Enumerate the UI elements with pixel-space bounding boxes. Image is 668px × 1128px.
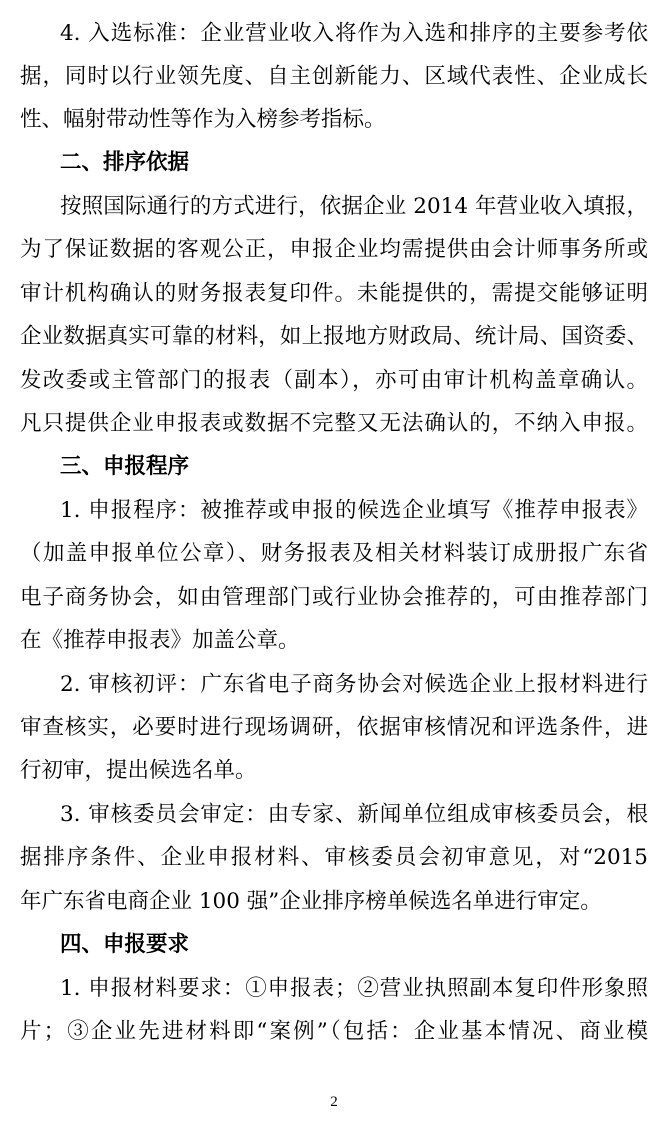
section-heading: 三、申报程序 [60,454,190,479]
paragraph-line: 为了保证数据的客观公正，申报企业均需提供由会计师事务所或 [20,237,648,262]
paragraph-line: 3. 审核委员会审定：由专家、新闻单位组成审核委员会，根 [60,802,648,827]
paragraph-line: 企业数据真实可靠的材料，如上报地方财政局、统计局、国资委、 [20,324,648,349]
paragraph-line: 发改委或主管部门的报表（副本），亦可由审计机构盖章确认。 [20,368,648,393]
paragraph-line: 审计机构确认的财务报表复印件。未能提供的，需提交能够证明 [20,281,648,306]
paragraph-line: 片；③企业先进材料即“案例”（包括：企业基本情况、商业模 [20,1019,648,1044]
paragraph-line: 2. 审核初评：广东省电子商务协会对候选企业上报材料进行 [60,672,648,697]
paragraph-line: 性、幅射带动性等作为入榜参考指标。 [20,107,386,132]
paragraph-line: （加盖申报单位公章）、财务报表及相关材料装订成册报广东省 [20,541,648,566]
paragraph-line: 按照国际通行的方式进行，依据企业 2014 年营业收入填报， [60,194,648,219]
paragraph-line: 据，同时以行业领先度、自主创新能力、区域代表性、企业成长 [20,64,648,89]
paragraph-line: 在《推荐申报表》加盖公章。 [20,628,300,653]
paragraph-line: 凡只提供企业申报表或数据不完整又无法确认的，不纳入申报。 [20,411,648,436]
paragraph-line: 年广东省电商企业 100 强”企业排序榜单候选名单进行审定。 [20,889,602,914]
section-heading: 四、申报要求 [60,932,190,957]
paragraph-line: 电子商务协会，如由管理部门或行业协会推荐的，可由推荐部门 [20,585,648,610]
section-heading: 二、排序依据 [60,150,190,175]
paragraph-line: 审查核实，必要时进行现场调研，依据审核情况和评选条件，进 [20,715,648,740]
paragraph-line: 1. 申报程序：被推荐或申报的候选企业填写《推荐申报表》 [60,498,648,523]
page-number: 2 [330,1094,338,1110]
paragraph-line: 1. 申报材料要求：①申报表；②营业执照副本复印件形象照 [60,976,648,1001]
paragraph-line: 据排序条件、企业申报材料、审核委员会初审意见，对“2015 [20,845,648,870]
paragraph-line: 行初审，提出候选名单。 [20,758,257,783]
paragraph-line: 4. 入选标准：企业营业收入将作为入选和排序的主要参考依 [60,21,648,46]
